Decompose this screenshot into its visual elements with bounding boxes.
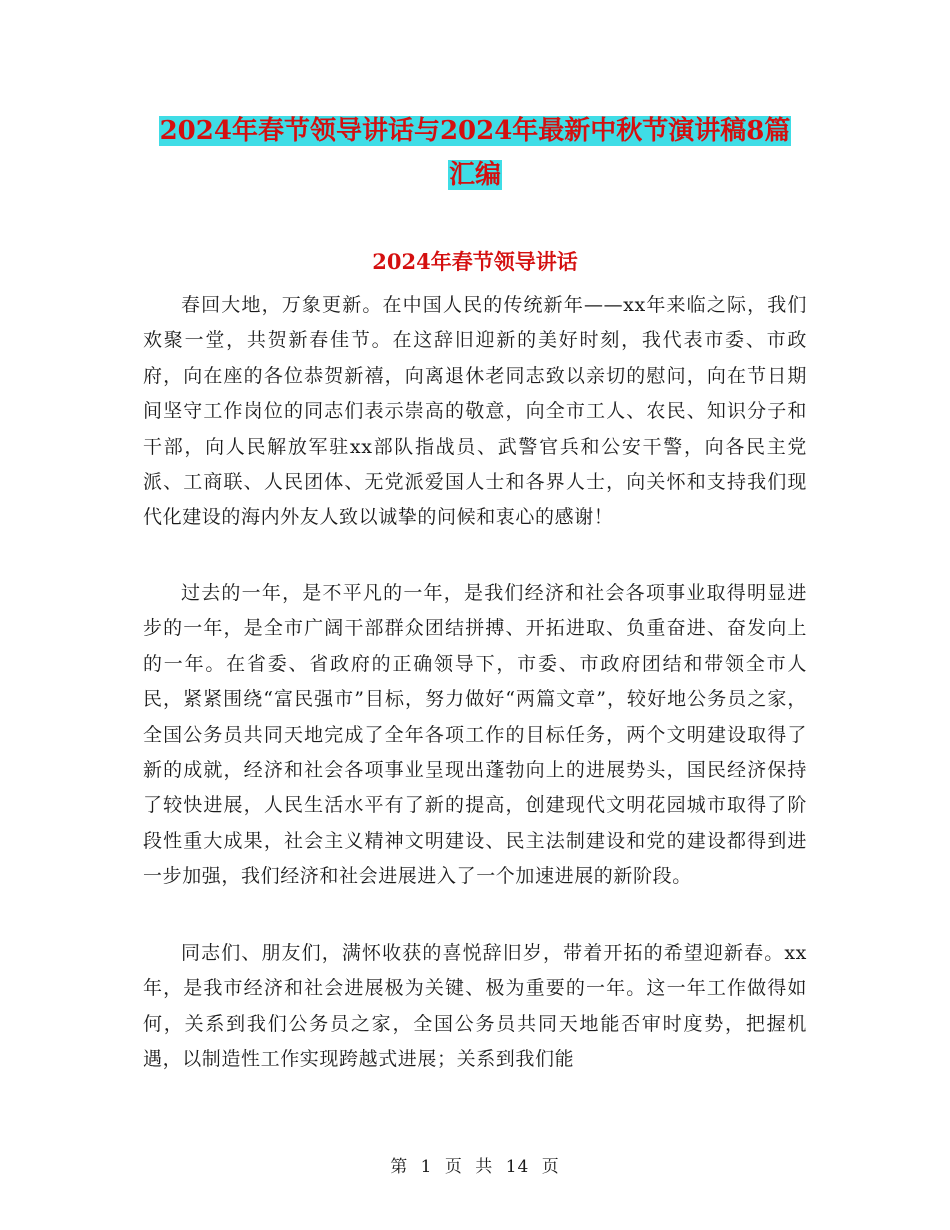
paragraph-1: 春回大地，万象更新。在中国人民的传统新年——xx年来临之际，我们欢聚一堂，共贺新春佳节。在这辞旧迎新的美好时刻，我代表市委、市政府，向在座的各位恭贺新禧，向离退休老同志致以亲切的慰问，向在节日期间坚守工作岗位的同志们表示崇高的敬意，向全市工人、农民、知识分子和干部，向人民解放军驻xx部队指战员、武警官兵和公安干警，向各民主党派、工商联、人民团体、无党派爱国人士和各界人士，向关怀和支持我们现代化建设的海内外友人致以诚挚的问候和衷心的感谢！ bbox=[143, 294, 807, 529]
document-title-line-1 bbox=[0, 111, 950, 151]
page-number-footer: 第 1 页 共 14 页 bbox=[390, 1157, 560, 1177]
document-title-line-2 bbox=[0, 155, 950, 195]
document-title-text-1: 2024年春节领导讲话与2024年最新中秋节演讲稿8篇 bbox=[159, 116, 791, 146]
document-title-text-2: 汇编 bbox=[448, 160, 501, 190]
document-body bbox=[143, 288, 807, 1079]
section-title: 2024年春节领导讲话 bbox=[372, 249, 578, 274]
paragraph-3: 同志们、朋友们，满怀收获的喜悦辞旧岁，带着开拓的希望迎新春。xx年，是我市经济和社会进展极为关键、极为重要的一年。这一年工作做得如何，关系到我们公务员之家，全国公务员共同天地能否审时度势，把握机遇，以制造性工作实现跨越式进展；关系到我们能 bbox=[143, 942, 807, 1071]
paragraph-2: 过去的一年，是不平凡的一年，是我们经济和社会各项事业取得明显进步的一年，是全市广阔干部群众团结拼搏、开拓进取、负重奋进、奋发向上的一年。在省委、省政府的正确领导下，市委、市政府团结和带领全市人民，紧紧围绕“富民强市”目标，努力做好“两篇文章”，较好地公务员之家，全国公务员共同天地完成了全年各项工作的目标任务，两个文明建设取得了新的成就，经济和社会各项事业呈现出蓬勃向上的进展势头，国民经济保持了较快进展，人民生活水平有了新的提高，创建现代文明花园城市取得了阶段性重大成果，社会主义精神文明建设、民主法制建设和党的建设都得到进一步加强，我们经济和社会进展进入了一个加速进展的新阶段。 bbox=[143, 582, 807, 888]
